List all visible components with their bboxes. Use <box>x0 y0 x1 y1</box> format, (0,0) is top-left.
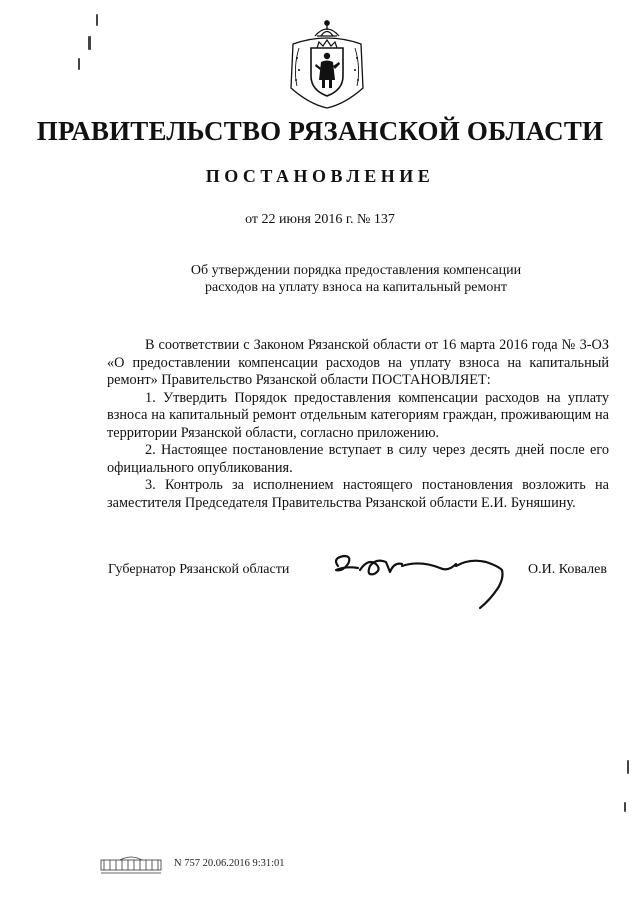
document-type: ПОСТАНОВЛЕНИЕ <box>205 166 435 186</box>
item-2-paragraph: 2. Настоящее постановление вступает в силу через десять дней после его официального опубликования. <box>107 442 609 476</box>
signatory-role: Губернатор Рязанской области <box>108 562 290 577</box>
handwritten-signature <box>330 548 515 613</box>
item-1-paragraph: 1. Утвердить Порядок предоставления компенсации расходов на уплату взноса на капитальный ремонт отдельным категориям граждан, проживающим на территории Рязанской области, согласно приложению. <box>107 389 609 441</box>
signature-icon <box>330 548 515 613</box>
item-3-paragraph: 3. Контроль за исполнением настоящего постановления возложить на заместителя Председателя Правительства Рязанской области Е.И. Буняшину. <box>107 477 609 511</box>
org-title: ПРАВИТЕЛЬСТВО РЯЗАНСКОЙ ОБЛАСТИ <box>36 116 604 146</box>
scan-mark <box>624 802 626 812</box>
coat-of-arms-emblem <box>285 18 369 110</box>
crown-shield-icon <box>285 18 369 110</box>
signatory-name: О.И. Ковалев <box>528 562 607 577</box>
registry-stamp-icon <box>100 854 162 876</box>
registration-stamp: N 757 20.06.2016 9:31:01 <box>174 858 285 869</box>
registry-logo <box>100 854 162 876</box>
scan-mark <box>627 760 629 774</box>
document-subject <box>0 262 640 296</box>
scan-mark <box>96 14 98 26</box>
subject-line-1: Об утверждении порядка предоставления компенсации <box>190 263 522 278</box>
preamble-paragraph: В соответствии с Законом Рязанской области от 16 марта 2016 года № 3-ОЗ «О предоставлении компенсации расходов на уплату взноса на капитальный ремонт» Правительство Рязанской области ПОСТАНОВЛЯЕТ: <box>107 337 609 388</box>
subject-line-2: расходов на уплату взноса на капитальный ремонт <box>205 280 507 295</box>
scan-mark <box>88 36 91 50</box>
document-body <box>107 337 609 512</box>
document-date-number: от 22 июня 2016 г. № 137 <box>245 212 395 227</box>
scan-mark <box>78 58 80 70</box>
